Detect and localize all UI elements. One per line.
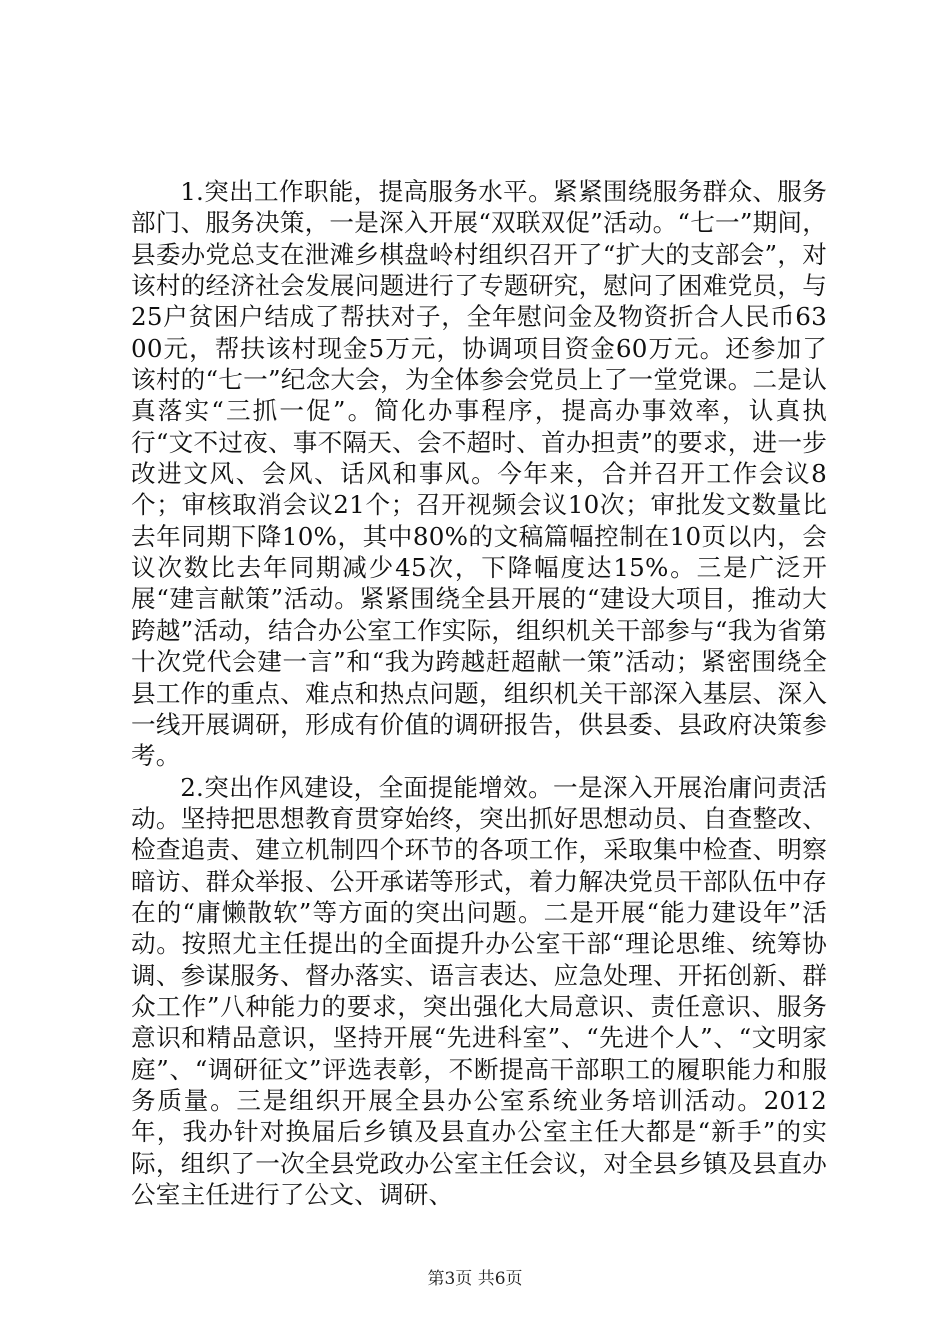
body-text	[131, 176, 827, 1210]
page-footer: 第3页 共6页	[427, 1269, 523, 1289]
paragraph-1: 1.突出工作职能，提高服务水平。紧紧围绕服务群众、服务部门、服务决策，一是深入开展“双联双促”活动。“七一”期间，县委办党总支在泄滩乡棋盘岭村组织召开了“扩大的支部会”，对该村的经济社会发展问题进行了专题研究，慰问了困难党员，与25户贫困户结成了帮扶对子，全年慰问金及物资折合人民币6300元，帮扶该村现金5万元，协调项目资金60万元。还参加了该村的“七一”纪念大会，为全体参会党员上了一堂党课。二是认真落实“三抓一促”。简化办事程序，提高办事效率，认真执行“文不过夜、事不隔天、会不超时、首办担责”的要求，进一步改进文风、会风、话风和事风。今年来，合并召开工作会议8个；审核取消会议21个；召开视频会议10次；审批发文数量比去年同期下降10%，其中80%的文稿篇幅控制在10页以内，会议次数比去年同期减少45次，下降幅度达15%。三是广泛开展“建言献策”活动。紧紧围绕全县开展的“建设大项目，推动大跨越”活动，结合办公室工作实际，组织机关干部参与“我为省第十次党代会建一言”和“我为跨越赶超献一策”活动；紧密围绕全县工作的重点、难点和热点问题，组织机关干部深入基层、深入一线开展调研，形成有价值的调研报告，供县委、县政府决策参考。	[131, 177, 827, 771]
paragraph-2: 2.突出作风建设，全面提能增效。一是深入开展治庸问责活动。坚持把思想教育贯穿始终，突出抓好思想动员、自查整改、检查追责、建立机制四个环节的各项工作，采取集中检查、明察暗访、群众举报、公开承诺等形式，着力解决党员干部队伍中存在的“庸懒散软”等方面的突出问题。二是开展“能力建设年”活动。按照尤主任提出的全面提升办公室干部“理论思维、统筹协调、参谋服务、督办落实、语言表达、应急处理、开拓创新、群众工作”八种能力的要求，突出强化大局意识、责任意识、服务意识和精品意识，坚持开展“先进科室”、“先进个人”、“文明家庭”、“调研征文”评选表彰，不断提高干部职工的履职能力和服务质量。三是组织开展全县办公室系统业务培训活动。2012年，我办针对换届后乡镇及县直办公室主任大都是“新手”的实际，组织了一次全县党政办公室主任会议，对全县乡镇及县直办公室主任进行了公文、调研、	[131, 772, 827, 1209]
